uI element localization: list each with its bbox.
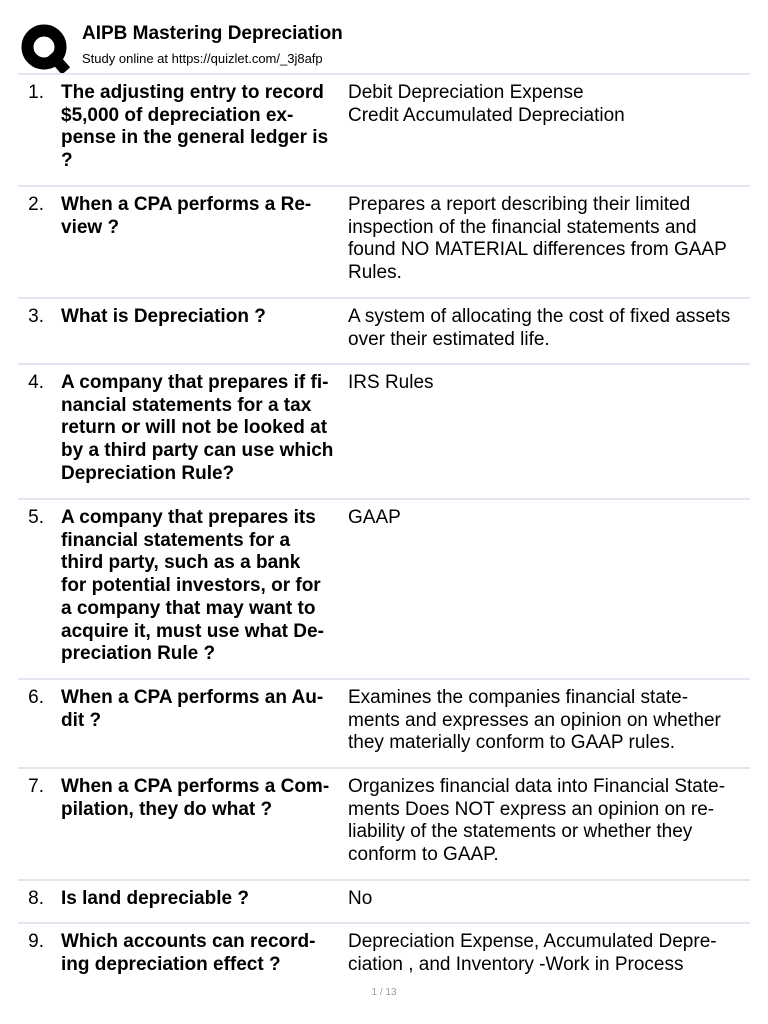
flashcard-row bbox=[18, 680, 750, 769]
card-term: When a CPA performs a Com- pilation, they do what ? bbox=[61, 776, 330, 820]
page-indicator: 1 / 13 bbox=[371, 987, 397, 998]
card-definition: Examines the companies financial state- ments and expresses an opinion on whether they materially conform to GAAP rules. bbox=[348, 687, 721, 754]
card-definition: Organizes financial data into Financial State- ments Does NOT express an opinion on re- liability of the statements or whether they conform to GAAP. bbox=[348, 776, 726, 866]
card-term: A company that prepares its financial statements for a third party, such as a bank for potential investors, or for a company that may want to acquire it, must use what De- preciation Rule ? bbox=[61, 507, 324, 665]
card-term: A company that prepares if fi- nancial statements for a tax return or will not be looked at by a third party can use which Depreciation Rule? bbox=[61, 372, 334, 484]
card-definition: GAAP bbox=[348, 507, 401, 528]
card-term: What is Depreciation ? bbox=[61, 306, 266, 327]
card-definition: Debit Depreciation Expense Credit Accumulated Depreciation bbox=[348, 82, 625, 126]
flashcard-row bbox=[18, 881, 750, 924]
card-definition: Prepares a report describing their limited inspection of the financial statements and found NO MATERIAL differences from GAAP Rules. bbox=[348, 194, 727, 284]
card-term: When a CPA performs a Re- view ? bbox=[61, 194, 312, 238]
card-number: 1. bbox=[28, 82, 44, 103]
flashcard-row bbox=[18, 500, 750, 680]
card-number: 8. bbox=[28, 888, 44, 909]
card-definition: No bbox=[348, 888, 373, 909]
quizlet-logo-icon bbox=[20, 23, 72, 75]
page-title: AIPB Mastering Depreciation bbox=[82, 23, 343, 44]
card-number: 3. bbox=[28, 306, 44, 327]
flashcard-row bbox=[18, 75, 750, 187]
card-number: 9. bbox=[28, 931, 44, 952]
card-definition: Depreciation Expense, Accumulated Depre- ciation , and Inventory -Work in Process bbox=[348, 931, 717, 975]
card-number: 4. bbox=[28, 372, 44, 393]
flashcard-list bbox=[18, 75, 750, 982]
flashcard-row bbox=[18, 924, 750, 982]
flashcard-row bbox=[18, 769, 750, 881]
flashcard-row bbox=[18, 365, 750, 500]
flashcard-row bbox=[18, 187, 750, 299]
card-term: Is land depreciable ? bbox=[61, 888, 249, 909]
card-number: 6. bbox=[28, 687, 44, 708]
flashcard-row bbox=[18, 299, 750, 365]
page-header bbox=[18, 20, 750, 74]
study-online-link[interactable]: Study online at https://quizlet.com/_3j8afp bbox=[82, 51, 323, 66]
card-term: The adjusting entry to record $5,000 of depreciation ex- pense in the general ledger is ? bbox=[61, 82, 329, 172]
card-term: Which accounts can record- ing depreciation effect ? bbox=[61, 931, 316, 975]
card-number: 5. bbox=[28, 507, 44, 528]
card-number: 7. bbox=[28, 776, 44, 797]
card-definition: IRS Rules bbox=[348, 372, 434, 393]
card-definition: A system of allocating the cost of fixed assets over their estimated life. bbox=[348, 306, 731, 350]
card-number: 2. bbox=[28, 194, 44, 215]
card-term: When a CPA performs an Au- dit ? bbox=[61, 687, 324, 731]
